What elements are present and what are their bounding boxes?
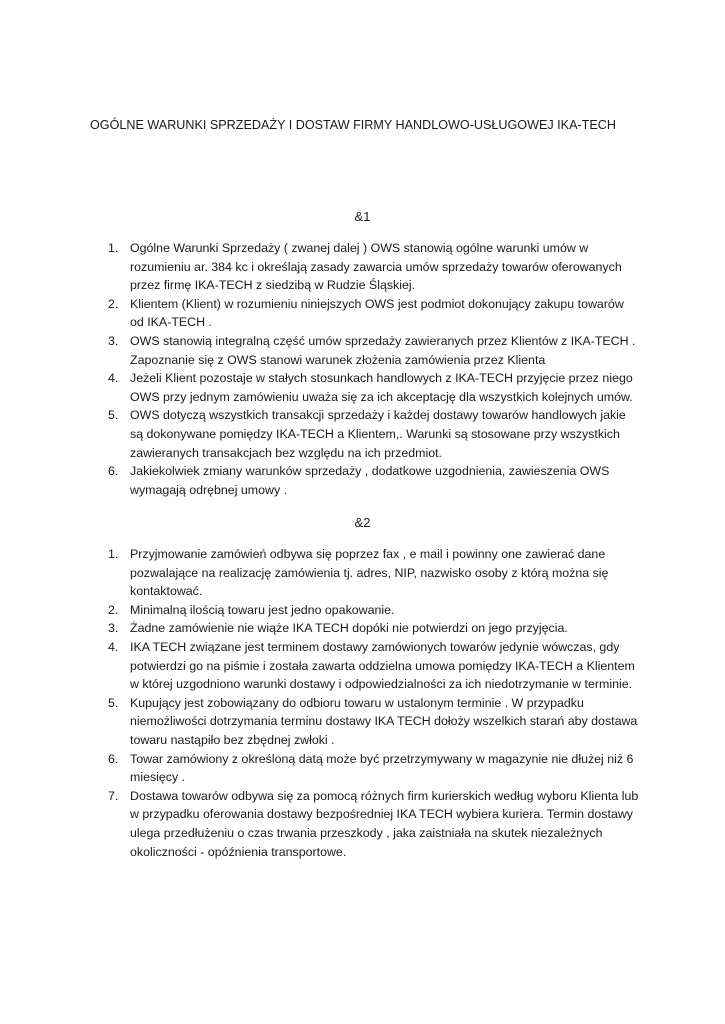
list-item-number: 4. [108,371,119,386]
list-item [100,750,640,787]
list-item-number: 2. [108,296,119,311]
list-item-number: 1. [108,547,119,561]
document-title: OGÓLNE WARUNKI SPRZEDAŻY I DOSTAW FIRMY HANDLOWO-USŁUGOWEJ IKA-TECH [90,118,616,132]
list-item [100,545,640,601]
list-item [100,787,640,861]
list-item-number: 6. [108,464,119,479]
list-item-text: Kupujący jest zobowiązany do odbioru towaru w ustalonym terminie . W przypadku niemożliwości dotrzymania terminu dostawy IKA TECH dołoży wszelkich starań aby dostawa towaru nastąpiło bez zbędnej zwłoki . [130,695,638,747]
list-item [100,638,640,694]
list-item [100,601,640,620]
list-item [100,239,640,295]
section-1-list [100,239,640,499]
list-item-text: Towar zamówiony z określoną datą może być przetrzymywany w magazynie nie dłużej niż 6 miesięcy . [130,751,634,785]
section-heading-1: &1 [354,209,371,224]
list-item-text: Klientem (Klient) w rozumieniu niniejszych OWS jest podmiot dokonujący zakupu towarów od IKA-TECH . [130,296,624,330]
list-item [100,369,640,406]
list-item-number: 4. [108,639,119,654]
list-item-number: 6. [108,751,119,766]
list-item-text: IKA TECH związane jest terminem dostawy zamówionych towarów jedynie wówczas, gdy potwierdzi go na piśmie i została zawarta oddzielna umowa pomiędzy IKA-TECH a Klientem w której uzgodniono warunki dostawy i odpowiedzialności za ich niedotrzymanie w terminie. [130,639,635,692]
list-item-number: 5. [108,408,119,423]
list-item-text: OWS stanowią integralną część umów sprzedaży zawieranych przez Klientów z IKA-TECH . Zapoznanie się z OWS stanowi warunek złożenia zamówienia przez Klienta [130,333,636,367]
list-item-number: 3. [108,333,119,348]
list-item-text: OWS dotyczą wszystkich transakcji sprzedaży i każdej dostawy towarów handlowych jakie są dokonywane pomiędzy IKA-TECH a Klientem,. Warunki są stosowane przy wszystkich zawieranych transakcjach bez względu na ich przedmiot. [130,408,626,460]
section-2-list [100,545,640,861]
list-item-text: Jeżeli Klient pozostaje w stałych stosunkach handlowych z IKA-TECH przyjęcie przez niego OWS przy jednym zamówieniu uważa się za ich akceptację dla wszystkich kolejnych umów. [130,371,633,404]
list-item-text: Przyjmowanie zamówień odbywa się poprzez fax , e mail i powinny one zawierać dane pozwalające na realizację zamówienia tj. adres, NIP, nazwisko osoby z którą można się kontaktować. [130,547,609,599]
list-item [100,406,640,462]
list-item-number: 7. [108,788,119,803]
list-item-number: 3. [108,621,119,636]
list-item-number: 1. [108,241,119,255]
list-item-number: 2. [108,602,119,617]
list-item-text: Minimalną ilością towaru jest jedno opakowanie. [130,602,395,617]
list-item-text: Dostawa towarów odbywa się za pomocą różnych firm kurierskich według wyboru Klienta lub w przypadku oferowania dostawy bezpośredniej IKA TECH wybiera kuriera. Termin dostawy ulega przedłużeniu o czas trwania przeszkody , jaka zaistniała na skutek niezależnych okoliczności - opóźnienia transportowe. [130,788,639,859]
list-item [100,295,640,332]
list-item-text: Jakiekolwiek zmiany warunków sprzedaży , dodatkowe uzgodnienia, zawieszenia OWS wymagają odrębnej umowy . [130,464,610,497]
list-item [100,694,640,750]
list-item [100,462,640,499]
list-item [100,332,640,369]
section-heading-2: &2 [354,515,371,530]
list-item-text: Ogólne Warunki Sprzedaży ( zwanej dalej ) OWS stanowią ogólne warunki umów w rozumieniu ar. 384 kc i określają zasady zawarcia umów sprzedaży towarów oferowanych przez firmę IKA-TECH z siedzibą w Rudzie Śląskiej. [130,241,622,293]
list-item-number: 5. [108,695,119,710]
list-item-text: Żadne zamówienie nie wiąże IKA TECH dopóki nie potwierdzi on jego przyjęcia. [130,621,568,636]
list-item [100,619,640,638]
